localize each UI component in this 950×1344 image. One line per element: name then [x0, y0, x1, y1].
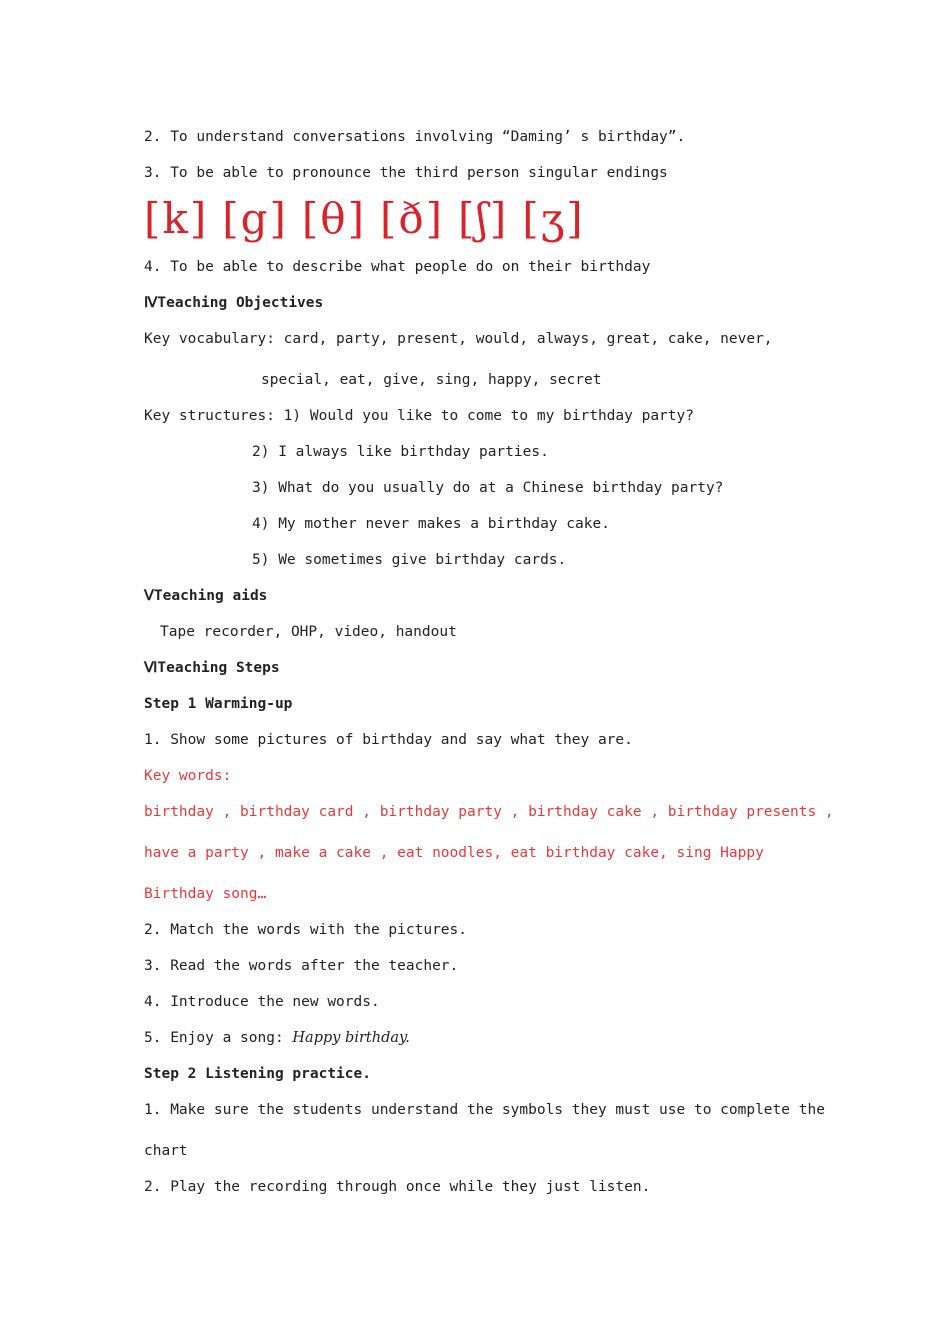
- phonetic-symbols: [144, 194, 599, 244]
- step-2-item-1-line-2: chart: [144, 1143, 188, 1159]
- phonetic-g: [g]: [222, 194, 288, 243]
- phonetic-esh: [ʃ]: [458, 194, 509, 243]
- key-structures-4: 4) My mother never makes a birthday cake.: [252, 516, 610, 532]
- step-1-item-5: [144, 1029, 410, 1047]
- step-1-title: Step 1 Warming-up: [144, 696, 293, 712]
- step-1-item-1: 1. Show some pictures of birthday and say what they are.: [144, 732, 633, 748]
- section-5-title: ⅤTeaching aids: [144, 588, 268, 604]
- song-title: Happy birthday.: [292, 1030, 410, 1046]
- key-words-line-2: have a party , make a cake , eat noodles, eat birthday cake, sing Happy: [144, 845, 764, 861]
- key-structures-5: 5) We sometimes give birthday cards.: [252, 552, 567, 568]
- key-structures-2: 2) I always like birthday parties.: [252, 444, 549, 460]
- step-2-item-1-line-1: 1. Make sure the students understand the symbols they must use to complete the: [144, 1102, 825, 1118]
- step-2-item-2: 2. Play the recording through once while they just listen.: [144, 1179, 651, 1195]
- section-6-title: ⅥTeaching Steps: [144, 660, 280, 676]
- step-1-item-2: 2. Match the words with the pictures.: [144, 922, 468, 938]
- phonetic-eth: [ð]: [379, 194, 445, 243]
- objective-4: 4. To be able to describe what people do on their birthday: [144, 259, 651, 275]
- phonetic-k: [k]: [144, 194, 209, 243]
- key-words-line-1: birthday , birthday card , birthday party , birthday cake , birthday presents ,: [144, 804, 834, 820]
- key-vocabulary-line-1: Key vocabulary: card, party, present, would, always, great, cake, never,: [144, 331, 773, 347]
- phonetic-theta: [θ]: [301, 194, 366, 243]
- objective-2: 2. To understand conversations involving “Daming’ s birthday”.: [144, 129, 686, 145]
- objective-3: 3. To be able to pronounce the third person singular endings: [144, 165, 668, 181]
- key-structures-3: 3) What do you usually do at a Chinese birthday party?: [252, 480, 724, 496]
- key-structures-1: Key structures: 1) Would you like to come to my birthday party?: [144, 408, 694, 424]
- key-words-line-3: Birthday song…: [144, 886, 267, 902]
- step-2-title: Step 2 Listening practice.: [144, 1066, 371, 1082]
- step-1-item-4: 4. Introduce the new words.: [144, 994, 380, 1010]
- section-4-title: ⅣTeaching Objectives: [144, 295, 324, 311]
- teaching-aids-content: Tape recorder, OHP, video, handout: [160, 624, 457, 640]
- key-words-label: Key words:: [144, 768, 232, 784]
- phonetic-ezh: [ʒ]: [522, 194, 585, 243]
- item-5-prefix: 5. Enjoy a song:: [144, 1030, 293, 1046]
- step-1-item-3: 3. Read the words after the teacher.: [144, 958, 459, 974]
- key-vocabulary-line-2: special, eat, give, sing, happy, secret: [261, 372, 602, 388]
